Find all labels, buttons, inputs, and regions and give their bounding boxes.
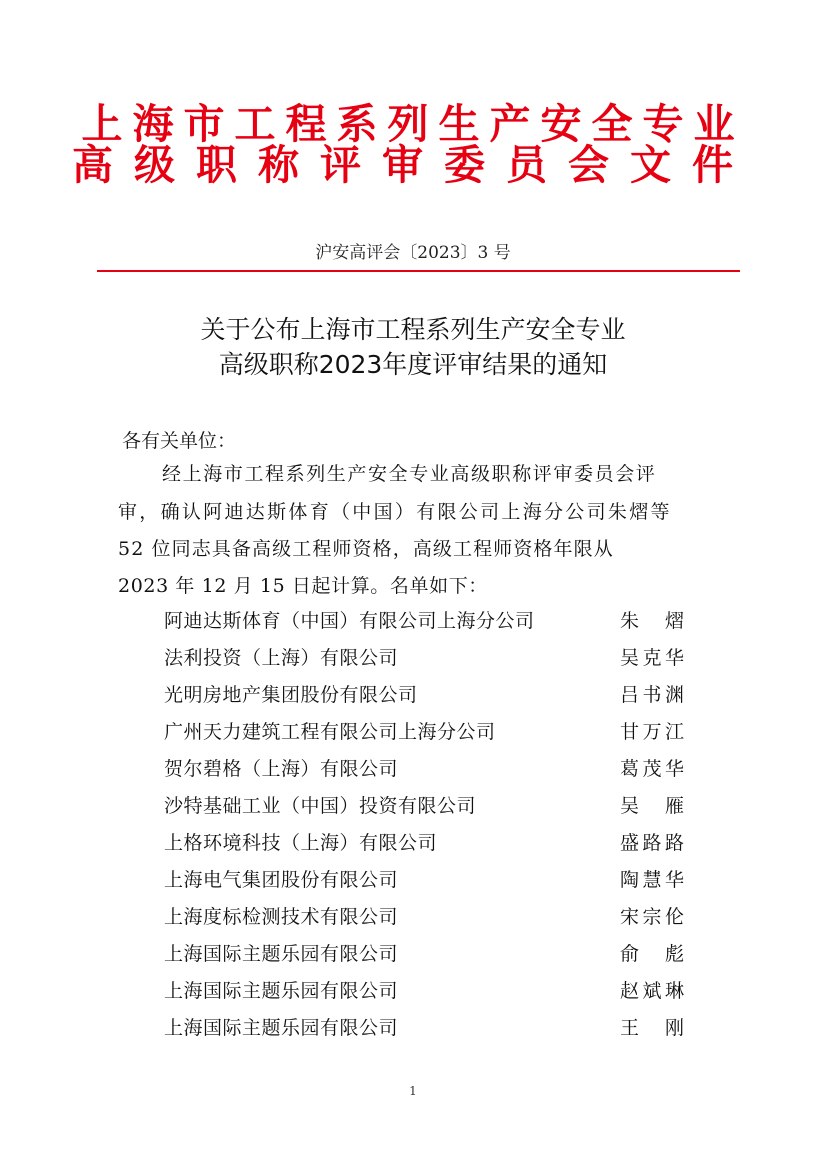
company-name: 上海国际主题乐园有限公司: [164, 943, 399, 965]
company-name: 阿迪达斯体育（中国）有限公司上海分公司: [164, 610, 535, 632]
person-name: 陶慧华: [620, 869, 684, 891]
company-name: 广州天力建筑工程有限公司上海分公司: [164, 721, 496, 743]
red-divider: [97, 270, 740, 272]
document-number: 沪安高评会〔2023〕3 号: [315, 243, 511, 263]
body-text-line-2: 审，确认阿迪达斯体育（中国）有限公司上海分公司朱熠等: [118, 501, 672, 523]
person-name: 朱 熠: [620, 610, 684, 632]
list-item: [164, 903, 694, 940]
company-name: 上海国际主题乐园有限公司: [164, 980, 399, 1002]
list-item: [164, 718, 694, 755]
body-text-line-3: 52 位同志具备高级工程师资格，高级工程师资格年限从: [118, 538, 614, 560]
body-text-line-4: 2023 年 12 月 15 日起计算。名单如下：: [118, 575, 488, 597]
person-name: 王 刚: [620, 1017, 684, 1039]
list-item: [164, 755, 694, 792]
list-item: [164, 644, 694, 681]
person-name: 葛茂华: [620, 758, 684, 780]
list-item: [164, 607, 694, 644]
person-name: 宋宗伦: [620, 906, 684, 928]
company-name: 上海度标检测技术有限公司: [164, 906, 399, 928]
body-text-line-1: 经上海市工程系列生产安全专业高级职称评审委员会评: [162, 463, 657, 485]
header-title-line-1: 上海市工程系列生产安全专业: [81, 100, 745, 148]
company-name: 上海国际主题乐园有限公司: [164, 1017, 399, 1039]
person-name: 俞 彪: [620, 943, 684, 965]
notice-title-line-2: 高级职称2023年度评审结果的通知: [218, 350, 608, 379]
list-item: [164, 977, 694, 1014]
list-item: [164, 829, 694, 866]
person-name: 赵斌琳: [620, 980, 684, 1002]
person-name: 甘万江: [620, 721, 684, 743]
awardee-list: [164, 607, 694, 1051]
company-name: 上海电气集团股份有限公司: [164, 869, 399, 891]
company-name: 上格环境科技（上海）有限公司: [164, 832, 438, 854]
person-name: 盛路路: [620, 832, 684, 854]
person-name: 吕书渊: [620, 684, 684, 706]
company-name: 光明房地产集团股份有限公司: [164, 684, 418, 706]
header-title-line-2: 高级职称评审委员会文件: [72, 141, 754, 189]
person-name: 吴克华: [620, 647, 684, 669]
person-name: 吴 雁: [620, 795, 684, 817]
list-item: [164, 792, 694, 829]
list-item: [164, 681, 694, 718]
salutation: 各有关单位：: [122, 430, 237, 452]
page-number: 1: [409, 1084, 417, 1098]
company-name: 法利投资（上海）有限公司: [164, 647, 399, 669]
company-name: 沙特基础工业（中国）投资有限公司: [164, 795, 477, 817]
company-name: 贺尔碧格（上海）有限公司: [164, 758, 399, 780]
notice-title-line-1: 关于公布上海市工程系列生产安全专业: [200, 315, 626, 344]
list-item: [164, 1014, 694, 1051]
list-item: [164, 866, 694, 903]
list-item: [164, 940, 694, 977]
